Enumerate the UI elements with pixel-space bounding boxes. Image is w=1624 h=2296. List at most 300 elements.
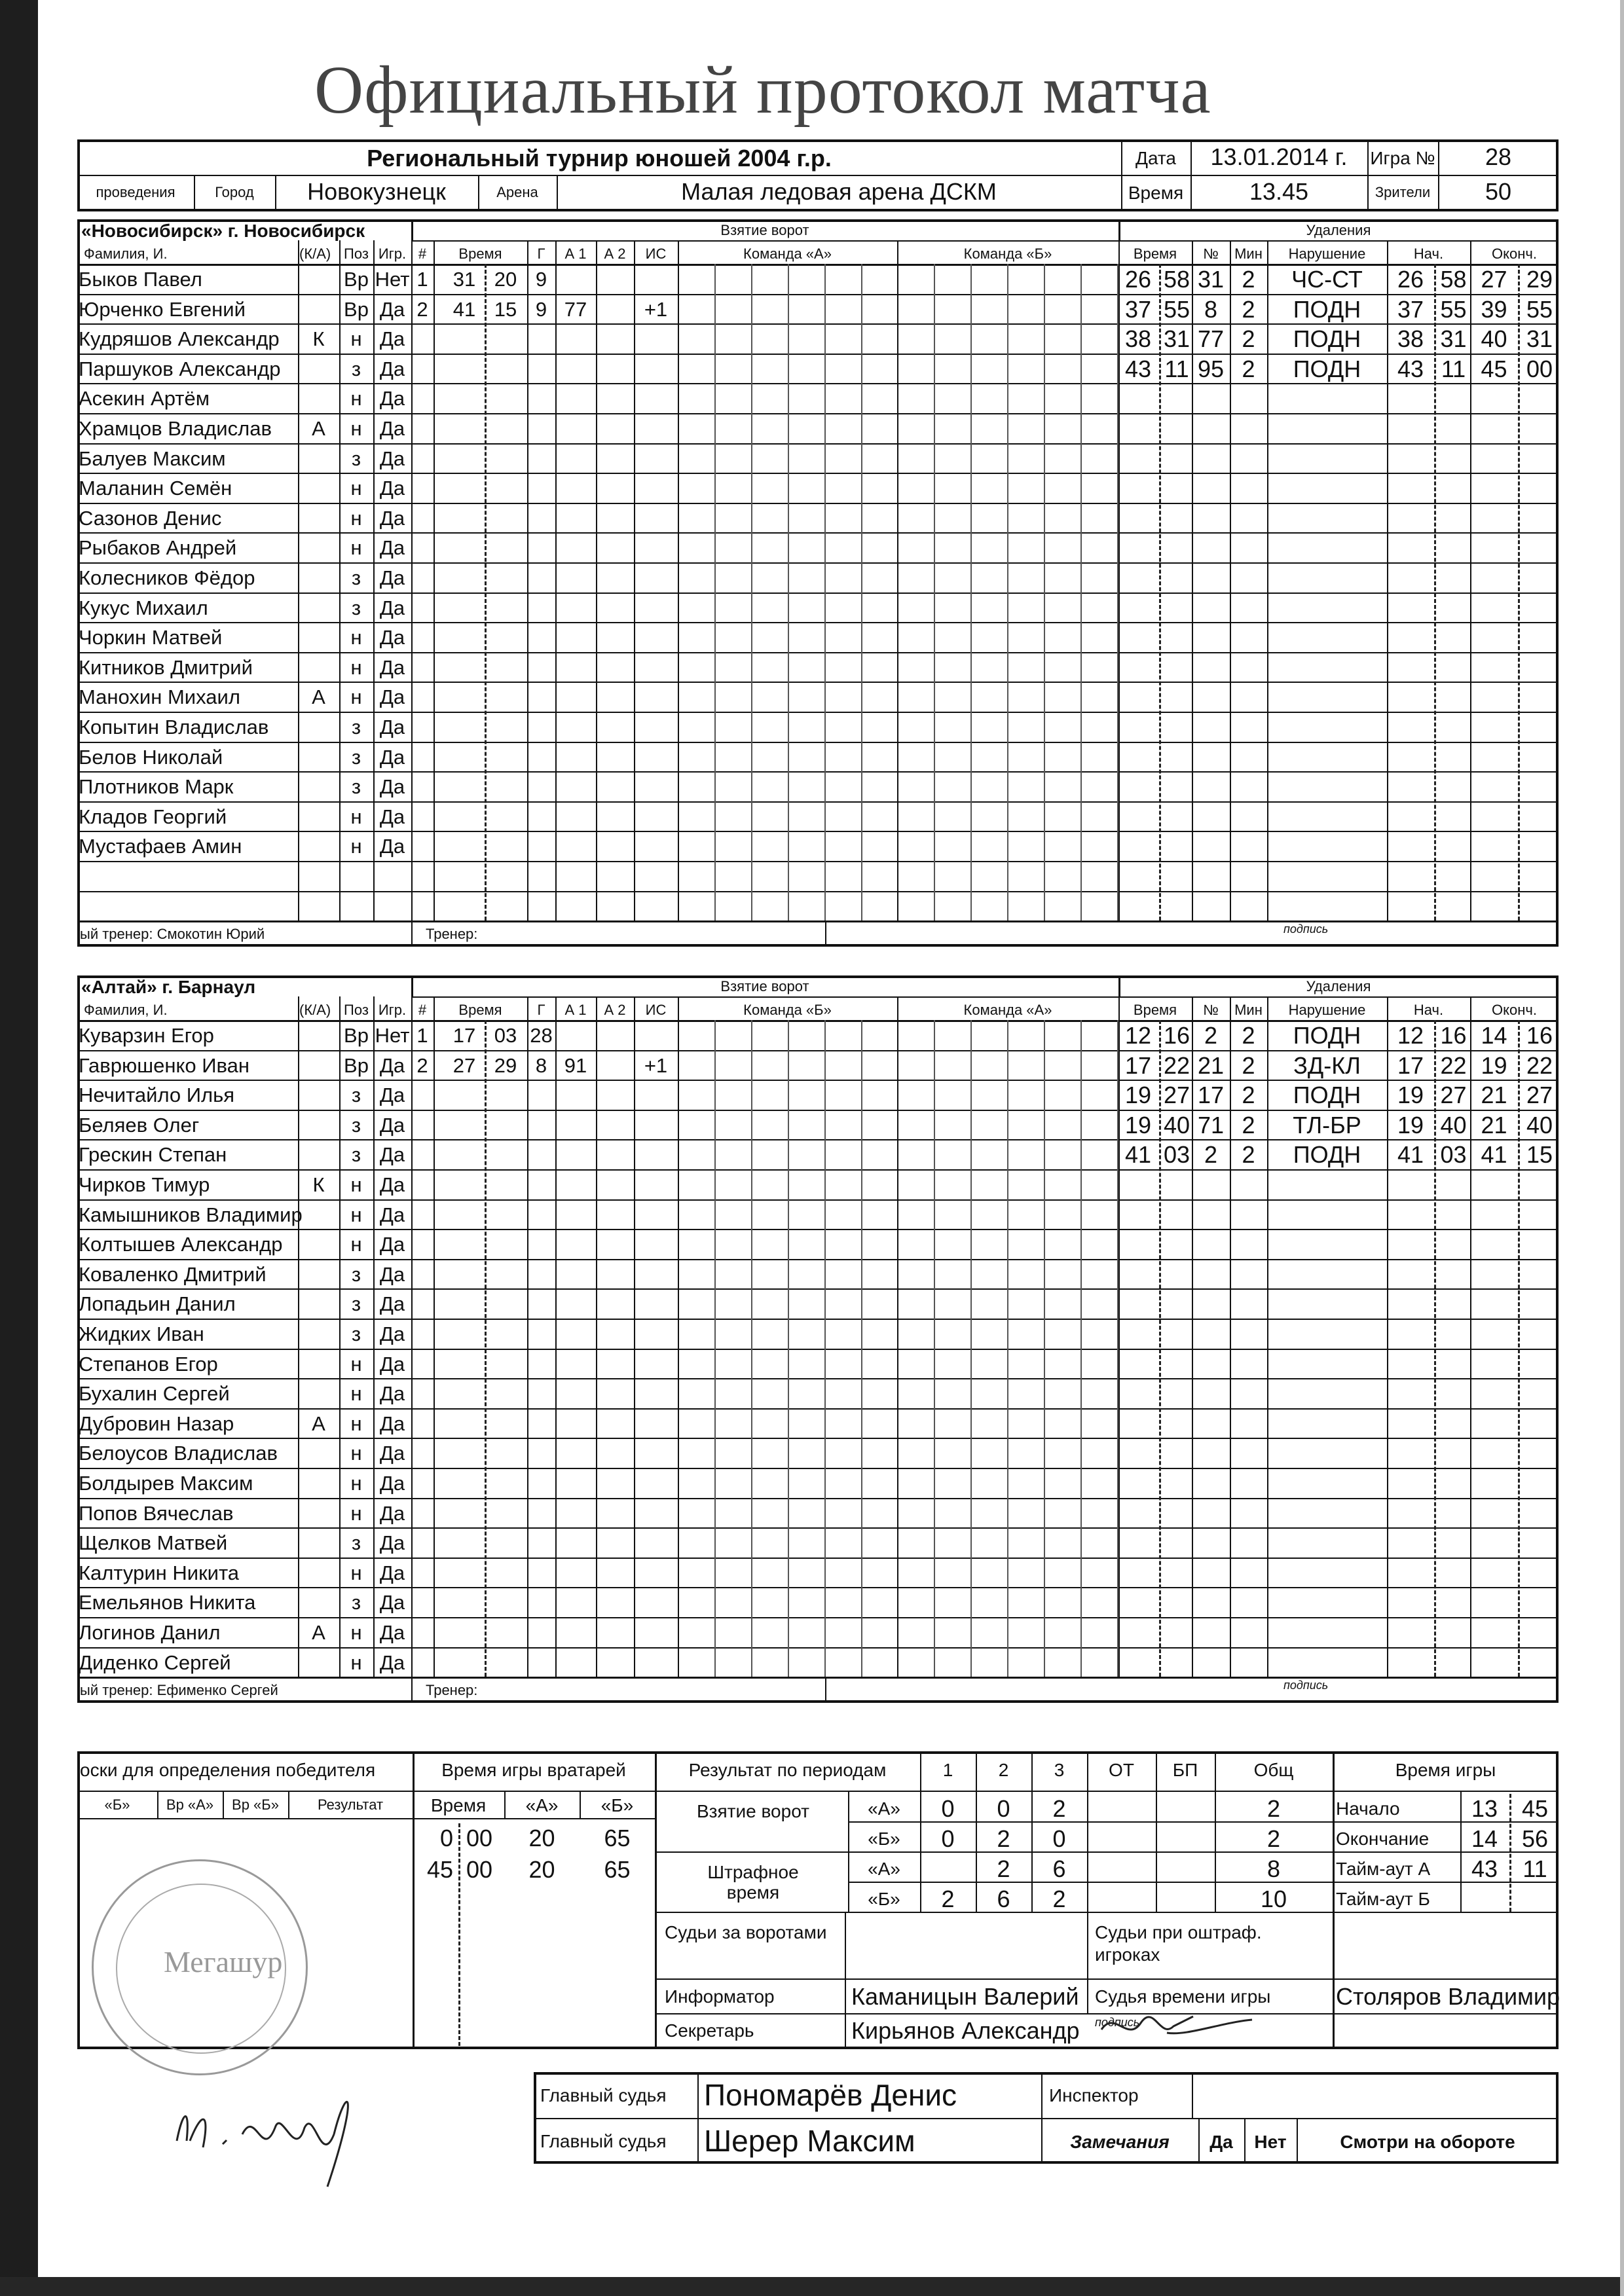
- remarks-no: Нет: [1254, 2132, 1287, 2152]
- penalty-second: 31: [1163, 325, 1190, 353]
- player-position: н: [350, 417, 362, 440]
- player-played: Да: [379, 1352, 405, 1376]
- timekeeper-name: Столяров Владимир: [1336, 1983, 1560, 2010]
- player-position: н: [350, 1352, 362, 1376]
- player-name: Диденко Сергей: [79, 1650, 231, 1674]
- goalie-time-col-time: Время: [430, 1795, 487, 1815]
- goals-title: Взятие ворот: [720, 222, 809, 238]
- player-captaincy: А: [312, 417, 325, 440]
- player-name: Колесников Фёдор: [79, 566, 255, 589]
- penalty-infraction: ЧС-СТ: [1291, 266, 1363, 293]
- penalty-second: 22: [1163, 1051, 1190, 1079]
- goal-number: 2: [416, 1053, 428, 1077]
- player-played: Да: [379, 1472, 405, 1495]
- player-position: н: [350, 327, 362, 351]
- row-line: [77, 532, 1559, 534]
- player-name: Белоусов Владислав: [79, 1442, 278, 1465]
- player-position: Вр: [344, 1024, 369, 1047]
- player-name: Мустафаев Амин: [79, 835, 242, 858]
- period-value: 2: [1266, 1825, 1281, 1852]
- coach-label: Тренер:: [426, 1682, 478, 1699]
- penalty-start-sec: 55: [1440, 295, 1467, 323]
- row-line: [77, 323, 1559, 325]
- penalty-end-sec: 27: [1526, 1082, 1553, 1109]
- row-line: [77, 1468, 1559, 1469]
- shootout-title: оски для определения победителя: [80, 1760, 376, 1780]
- player-name: Чоркин Матвей: [79, 626, 223, 649]
- grid-line: [411, 996, 413, 1677]
- row-line: [77, 742, 1559, 743]
- penalty-minute: 12: [1124, 1022, 1152, 1049]
- grid-line: [751, 1020, 752, 1677]
- game-time-second: 11: [1522, 1855, 1547, 1882]
- penalties-title: Удаления: [1306, 978, 1371, 994]
- game-time-title: Время игры: [1395, 1760, 1496, 1780]
- player-name: Кудряшов Александр: [79, 327, 280, 351]
- penalty-minutes: 2: [1242, 1111, 1255, 1139]
- grid-line: [861, 264, 862, 920]
- player-position: н: [350, 387, 362, 410]
- penalty-second: 03: [1163, 1141, 1190, 1169]
- periods-title: Результат по периодам: [688, 1760, 887, 1780]
- grid-line: [298, 996, 299, 1677]
- player-played: Да: [379, 357, 405, 380]
- row-line: [77, 473, 1559, 474]
- penalty-end-min: 27: [1481, 266, 1507, 293]
- penalty-player: 2: [1204, 1022, 1218, 1049]
- row-line: [77, 354, 1559, 355]
- penalty-minutes: 2: [1242, 325, 1255, 353]
- col-goal-time: Время: [458, 1002, 502, 1018]
- player-position: Вр: [344, 268, 369, 291]
- penalty-end-min: 21: [1481, 1082, 1507, 1109]
- referee-signature: [164, 2069, 386, 2200]
- goal-number: 2: [416, 297, 428, 321]
- player-played: Да: [379, 1531, 405, 1555]
- player-played: Да: [379, 1292, 405, 1316]
- penalty-start-min: 19: [1397, 1111, 1424, 1139]
- player-name: Дубровин Назар: [79, 1412, 234, 1435]
- player-name: Логинов Данил: [79, 1621, 221, 1644]
- coach-label: Тренер:: [426, 926, 478, 943]
- col-pen-min: Мин: [1234, 246, 1263, 262]
- grid-line: [751, 264, 752, 920]
- player-position: н: [350, 626, 362, 649]
- penalty-player: 95: [1197, 355, 1225, 382]
- player-played: Да: [379, 1621, 405, 1644]
- player-played: Да: [379, 1442, 405, 1465]
- period-col-1: 1: [942, 1760, 953, 1780]
- row-line: [77, 1587, 1559, 1588]
- player-played: Да: [379, 1113, 405, 1137]
- grid-line: [934, 264, 935, 920]
- grid-line: [788, 264, 789, 920]
- grid-line: [824, 264, 826, 920]
- penalty-end-sec: 00: [1526, 355, 1553, 382]
- row-line: [77, 1438, 1559, 1439]
- row-line: [77, 562, 1559, 564]
- shootout-col-result: Результат: [317, 1796, 384, 1813]
- grid-line: [825, 920, 826, 947]
- player-position: н: [350, 1561, 362, 1584]
- player-name: Степанов Егор: [79, 1352, 218, 1376]
- row-line: [77, 443, 1559, 445]
- player-name: Колтышев Александр: [79, 1233, 283, 1256]
- penalty-end-min: 45: [1481, 355, 1507, 382]
- goal-scorer: 9: [535, 297, 547, 321]
- col-pen-end: Оконч.: [1492, 1002, 1537, 1018]
- penalty-infraction: ПОДН: [1293, 325, 1361, 353]
- player-name: Попов Вячеслав: [79, 1501, 234, 1525]
- row-line: [77, 1050, 1559, 1051]
- penalty-start-sec: 16: [1440, 1022, 1467, 1049]
- col-goal-a2: А 2: [604, 1002, 626, 1018]
- player-position: з: [351, 596, 361, 619]
- col-pen-start: Нач.: [1413, 1002, 1444, 1018]
- period-team: «Б»: [868, 1829, 900, 1849]
- col-goal-g: Г: [537, 246, 545, 262]
- time-label: Время: [1128, 183, 1184, 203]
- row-line: [77, 831, 1559, 832]
- player-position: н: [350, 1650, 362, 1674]
- player-position: Вр: [344, 297, 369, 321]
- period-col-ot: ОТ: [1109, 1760, 1134, 1780]
- player-name: Кладов Георгий: [79, 805, 227, 828]
- penalty-start-min: 37: [1397, 295, 1424, 323]
- col-pen-time: Время: [1133, 1002, 1177, 1018]
- grid-line: [634, 240, 635, 920]
- penalty-minute: 43: [1124, 355, 1152, 382]
- col-pen-infraction: Нарушение: [1288, 1002, 1366, 1018]
- player-position: н: [350, 1233, 362, 1256]
- period-value: 2: [941, 1886, 955, 1912]
- player-position: н: [350, 1173, 362, 1196]
- penalty-start-min: 26: [1397, 266, 1424, 293]
- col-goal-is: ИС: [645, 1002, 667, 1018]
- penalty-minutes: 2: [1242, 355, 1255, 382]
- penalty-minutes: 2: [1242, 1022, 1255, 1049]
- player-name: Манохин Михаил: [79, 685, 240, 709]
- row-line: [77, 1558, 1559, 1559]
- col-pos: Поз: [344, 1002, 369, 1018]
- penalty-minutes: 2: [1242, 1141, 1255, 1169]
- tournament-name: Региональный турнир юношей 2004 г.р.: [367, 145, 832, 172]
- grid-line: [1080, 1020, 1082, 1677]
- col-ka: (К/А): [299, 246, 331, 262]
- col-name: Фамилия, И.: [84, 246, 168, 262]
- penalty-minute: 41: [1124, 1141, 1152, 1169]
- player-name: Гаврюшенко Иван: [79, 1053, 250, 1077]
- period-col-total: Общ: [1253, 1760, 1294, 1780]
- grid-line: [634, 996, 635, 1677]
- chief-ref-1: Пономарёв Денис: [704, 2078, 957, 2112]
- penalty-second: 16: [1163, 1022, 1190, 1049]
- scan-edge-right: [1620, 0, 1624, 2296]
- row-line: [77, 1527, 1559, 1529]
- time-separator: [1434, 264, 1436, 920]
- shootout-col-gk-b: Вр «Б»: [232, 1796, 279, 1813]
- row-line: [77, 1378, 1559, 1379]
- row-line: [77, 622, 1559, 623]
- informer-label: Информатор: [665, 1986, 775, 2007]
- grid-line: [824, 1020, 826, 1677]
- goalie-row1-min: 0: [439, 1825, 453, 1851]
- time-separator: [485, 1020, 487, 1677]
- player-played: Да: [379, 1084, 405, 1107]
- remarks-yes: Да: [1209, 2132, 1233, 2152]
- secretary-name: Кирьянов Александр: [851, 2017, 1080, 2044]
- player-name: Коваленко Дмитрий: [79, 1262, 267, 1286]
- col-pen-time: Время: [1133, 246, 1177, 262]
- row-line: [77, 1647, 1559, 1649]
- player-position: н: [350, 1382, 362, 1406]
- penalty-second: 11: [1164, 355, 1189, 382]
- arena-value: Малая ледовая арена ДСКМ: [681, 178, 997, 205]
- player-position: з: [351, 1143, 361, 1167]
- penalty-second: 58: [1163, 266, 1190, 293]
- player-name: Паршуков Александр: [79, 357, 281, 380]
- goal-number: 1: [416, 1024, 428, 1047]
- team-name: «Новосибирск» г. Новосибирск: [81, 221, 365, 241]
- penalty-start-min: 43: [1397, 355, 1424, 382]
- player-played: Да: [379, 1262, 405, 1286]
- row-line: [77, 1408, 1559, 1410]
- player-position: н: [350, 685, 362, 709]
- player-played: Да: [379, 835, 405, 858]
- penalty-infraction: ПОДН: [1293, 295, 1361, 323]
- player-played: Да: [379, 745, 405, 769]
- grid-line: [1044, 1020, 1045, 1677]
- periods-goals-label: Взятие ворот: [697, 1801, 809, 1821]
- sign-label: подпись: [1283, 1679, 1329, 1692]
- player-name: Балуев Максим: [79, 446, 226, 470]
- game-time-second: 45: [1521, 1795, 1549, 1822]
- player-name: Емельянов Никита: [79, 1591, 256, 1614]
- scan-dark-edge-bottom: [0, 2277, 1624, 2296]
- penalty-minutes: 2: [1242, 1082, 1255, 1109]
- goal-second: 20: [494, 268, 517, 291]
- player-captaincy: К: [312, 1173, 325, 1196]
- player-played: Да: [379, 1322, 405, 1345]
- player-played: Да: [379, 1203, 405, 1226]
- player-name: Бухалин Сергей: [79, 1382, 230, 1406]
- player-position: з: [351, 716, 361, 738]
- penalty-second: 27: [1163, 1082, 1190, 1109]
- period-value: 8: [1266, 1855, 1281, 1882]
- penalty-start-min: 19: [1397, 1082, 1424, 1109]
- penalty-end-sec: 29: [1526, 266, 1553, 293]
- goal-second: 29: [494, 1053, 517, 1077]
- col-goal-a1: А 1: [564, 246, 587, 262]
- player-played: Да: [379, 626, 405, 649]
- row-line: [77, 771, 1559, 773]
- player-position: з: [351, 745, 361, 769]
- grid-line: [1007, 264, 1008, 920]
- col-goal-g: Г: [537, 1002, 545, 1018]
- scan-dark-edge: [0, 0, 38, 2296]
- goal-scorer: 9: [535, 268, 547, 291]
- spectators-label: Зрители: [1375, 184, 1431, 200]
- goalie-row2-min: 45: [426, 1856, 453, 1883]
- periods-pim-label: Штрафное время: [707, 1862, 799, 1903]
- row-line: [77, 682, 1559, 683]
- player-played: Да: [379, 297, 405, 321]
- penalty-player: 71: [1197, 1111, 1225, 1139]
- penalty-end-sec: 31: [1526, 325, 1553, 353]
- grid-line: [897, 996, 898, 1677]
- penalty-infraction: ЗД-КЛ: [1293, 1051, 1361, 1079]
- player-captaincy: К: [312, 327, 325, 351]
- col-team-2: Команда «Б»: [963, 246, 1052, 262]
- penalty-minutes: 2: [1242, 295, 1255, 323]
- secretary-label: Секретарь: [665, 2020, 754, 2041]
- time-separator: [485, 264, 487, 920]
- player-position: з: [351, 775, 361, 799]
- period-value: 2: [1052, 1886, 1066, 1912]
- col-goal-a2: А 2: [604, 246, 626, 262]
- player-played: Да: [379, 506, 405, 530]
- arena-label: Арена: [496, 184, 538, 200]
- grid-line: [596, 996, 597, 1677]
- player-name: Камышников Владимир: [79, 1203, 303, 1226]
- player-position: н: [350, 805, 362, 828]
- col-ka: (К/А): [299, 1002, 331, 1018]
- player-position: н: [350, 1442, 362, 1465]
- player-position: з: [351, 1531, 361, 1555]
- penalty-minutes: 2: [1242, 1051, 1255, 1079]
- grid-line: [411, 1677, 413, 1703]
- goalie-row2-a: 20: [528, 1856, 555, 1883]
- grid-line: [411, 920, 413, 947]
- penalty-player: 2: [1204, 1141, 1218, 1169]
- row-line: [77, 592, 1559, 594]
- grid-line: [555, 996, 557, 1677]
- player-played: Нет: [375, 268, 410, 291]
- penalty-second: 40: [1163, 1111, 1190, 1139]
- col-play: Игр.: [378, 1002, 407, 1018]
- player-played: Да: [379, 1173, 405, 1196]
- grid-line: [411, 240, 413, 920]
- player-position: н: [350, 536, 362, 560]
- row-line: [77, 413, 1559, 414]
- penalty-end-sec: 15: [1526, 1141, 1553, 1169]
- grid-line: [897, 240, 898, 920]
- col-team-2: Команда «А»: [963, 1002, 1052, 1018]
- period-value: 0: [941, 1795, 955, 1822]
- penalty-minute: 26: [1124, 266, 1152, 293]
- player-position: н: [350, 1472, 362, 1495]
- grid-line: [714, 1020, 716, 1677]
- penalty-player: 21: [1197, 1051, 1225, 1079]
- player-played: Да: [379, 536, 405, 560]
- col-goal-time: Время: [458, 246, 502, 262]
- player-played: Да: [379, 716, 405, 738]
- city-label: Город: [215, 184, 254, 200]
- see-back-label: Смотри на обороте: [1340, 2132, 1515, 2152]
- grid-line: [678, 240, 679, 920]
- period-col-2: 2: [998, 1760, 1009, 1780]
- penalty-end-min: 19: [1481, 1051, 1507, 1079]
- col-name: Фамилия, И.: [84, 1002, 168, 1018]
- grid-line: [1080, 264, 1082, 920]
- penalty-second: 55: [1163, 295, 1190, 323]
- period-value: 10: [1260, 1886, 1287, 1912]
- player-played: Да: [379, 1591, 405, 1614]
- grid-line: [825, 1677, 826, 1703]
- col-goal-num: #: [418, 246, 427, 262]
- player-name: Болдырев Максим: [79, 1472, 253, 1495]
- period-team: «Б»: [868, 1889, 900, 1909]
- period-team: «А»: [868, 1798, 900, 1819]
- col-play: Игр.: [378, 246, 407, 262]
- player-played: Да: [379, 1382, 405, 1406]
- game-time-minute: 14: [1471, 1825, 1498, 1852]
- player-name: Юрченко Евгений: [79, 297, 246, 321]
- shootout-col-gk-a: Вр «А»: [166, 1796, 214, 1813]
- player-name: Грескин Степан: [79, 1143, 227, 1167]
- grid-line: [788, 1020, 789, 1677]
- player-name: Рыбаков Андрей: [79, 536, 237, 560]
- goal-number: 1: [416, 268, 428, 291]
- penalty-infraction: ПОДН: [1293, 1022, 1361, 1049]
- player-position: з: [351, 1591, 361, 1614]
- penalty-minute: 38: [1124, 325, 1152, 353]
- penalty-player: 8: [1204, 295, 1218, 323]
- penalty-end-sec: 55: [1526, 295, 1553, 323]
- player-position: з: [351, 357, 361, 380]
- player-position: н: [350, 477, 362, 500]
- player-name: Быков Павел: [79, 268, 202, 291]
- penalty-end-sec: 22: [1526, 1051, 1553, 1079]
- player-played: Нет: [375, 1024, 410, 1047]
- grid-line: [678, 996, 679, 1677]
- goal-scorer: 8: [535, 1053, 547, 1077]
- player-name: Плотников Марк: [79, 775, 234, 799]
- row-line: [77, 1617, 1559, 1618]
- grid-line: [970, 264, 972, 920]
- grid-line: [934, 1020, 935, 1677]
- penalty-end-min: 39: [1481, 295, 1507, 323]
- penalty-minute: 17: [1124, 1051, 1152, 1079]
- col-pen-no: №: [1203, 246, 1219, 262]
- period-col-3: 3: [1054, 1760, 1065, 1780]
- time-separator: [1509, 1794, 1511, 1912]
- player-name: Нечитайло Илья: [79, 1084, 235, 1107]
- game-time-second: 56: [1521, 1825, 1549, 1852]
- row-line: [77, 1288, 1559, 1290]
- player-played: Да: [379, 685, 405, 709]
- goal-situation: +1: [644, 1053, 668, 1077]
- goal-situation: +1: [644, 297, 668, 321]
- shootout-col-b: «Б»: [104, 1796, 130, 1813]
- penalty-end-min: 14: [1481, 1022, 1507, 1049]
- player-played: Да: [379, 1650, 405, 1674]
- penalty-start-sec: 31: [1440, 325, 1467, 353]
- penalty-infraction: ТЛ-БР: [1293, 1111, 1361, 1139]
- player-name: Чирков Тимур: [79, 1173, 210, 1196]
- goal-minute: 31: [452, 268, 476, 291]
- penalty-end-sec: 40: [1526, 1111, 1553, 1139]
- penalty-infraction: ПОДН: [1293, 1082, 1361, 1109]
- player-played: Да: [379, 387, 405, 410]
- period-value: 2: [997, 1825, 1010, 1852]
- row-line: [77, 801, 1559, 803]
- goalie-time-col-a: «А»: [525, 1795, 559, 1815]
- col-goal-is: ИС: [645, 246, 667, 262]
- date-label: Дата: [1135, 148, 1176, 168]
- player-name: Калтурин Никита: [79, 1561, 240, 1584]
- goal-minute: 41: [452, 297, 476, 321]
